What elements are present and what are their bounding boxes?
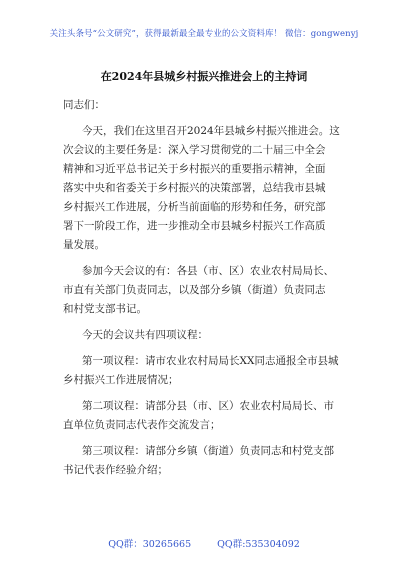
footer-qq-group-2: QQ群:535304092 xyxy=(217,539,300,550)
header-banner: 关注头条号“公文研究”，获得最新最全最专业的公文资料库！ 微信：gongwenyj xyxy=(49,29,359,39)
footer-qq-group-1: QQ群：30265665 xyxy=(108,539,192,550)
salutation: 同志们： xyxy=(63,99,105,111)
paragraph-line: 书记代表作经验介绍； xyxy=(63,464,168,476)
paragraph-line: 市直有关部门负责同志，以及部分乡镇（街道）负责同志 xyxy=(63,284,326,296)
paragraph-line: 乡村振兴工作进展情况； xyxy=(63,374,179,386)
paragraph-line: 量发展。 xyxy=(63,239,105,251)
paragraph-line: 落实中央和省委关于乡村振兴的决策部署，总结我市县城 xyxy=(63,182,326,194)
paragraph-line: 参加今天会议的有：各县（市、区）农业农村局局长、 xyxy=(82,265,334,277)
paragraph-line: 和村党支部书记。 xyxy=(63,303,147,315)
paragraph-line: 今天的会议共有四项议程： xyxy=(82,329,208,341)
footer xyxy=(0,536,408,550)
paragraph-line: 乡村振兴工作进展，分析当前面临的形势和任务，研究部 xyxy=(63,201,326,213)
paragraph-line: 第一项议程：请市农业农村局局长XX同志通报全市县城 xyxy=(82,355,339,367)
paragraph-line: 署下一阶段工作，进一步推动全市县城乡村振兴工作高质 xyxy=(63,220,326,232)
paragraph-line: 精神和习近平总书记关于乡村振兴的重要指示精神，全面 xyxy=(63,163,326,175)
paragraph-line: 今天，我们在这里召开2024年县城乡村振兴推进会。这 xyxy=(82,125,340,137)
paragraph-line: 次会议的主要任务是：深入学习贯彻党的二十届三中全会 xyxy=(63,144,326,156)
paragraph-line: 第二项议程：请部分县（市、区）农业农村局局长、市 xyxy=(82,400,334,412)
paragraph-line: 第三项议程：请部分乡镇（街道）负责同志和村党支部 xyxy=(82,445,334,457)
document-title: 在2024年县城乡村振兴推进会上的主持词 xyxy=(100,70,308,83)
paragraph-line: 直单位负责同志代表作交流发言； xyxy=(63,419,221,431)
